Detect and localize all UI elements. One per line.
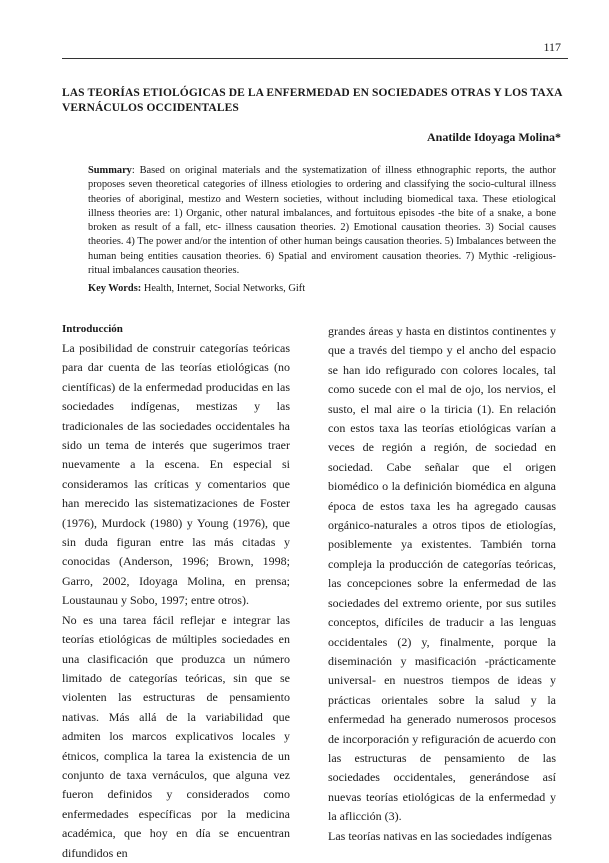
body-paragraph: No es una tarea fácil reflejar e integrar las teorías etiológicas de múltiples sociedades en una clasificación que produzca un número limitado de categorías teóricas, sin que se violenten las estructuras de pensamiento nativas. Más allá de la variabilidad que admiten los marcos explicativos locales y étnicos, complica la tarea la existencia de un conjunto de taxa vernáculos, que alguna vez fueron definidos y considerados como enfermedades específicas por la medicina académica, que hoy en día se encuentran difundidos en: [62, 612, 290, 860]
keywords-label: Key Words:: [88, 283, 142, 294]
body-paragraph: grandes áreas y hasta en distintos continentes y que a través del tiempo y el ancho del espacio se han ido refigurado con colores locales, tal como sucede con el mal de ojo, los nervios, el susto, el mal aire o la tiricia (1). En relación con estos taxa las teorías etiológicas varían a veces de región a región, de sociedad en sociedad. Cabe señalar que el origen biomédico o la definición biomédica en alguna época de estos taxa les ha agregado causas orgánico-naturales a otros tipos de etiologías, posiblemente ya existentes. También torna compleja la producción de categorías teóricas, las concepciones sobre la enfermedad de las sociedades del extremo oriente, por sus sutiles conceptos, difíciles de traducir a las lenguas occidentales (2) y, finalmente, porque la diseminación y masificación -prácticamente universal- en nuestros tiempos de ideas y prácticas orientales sobre la salud y la enfermedad ha generado numerosos procesos de incorporación y refiguración de acuerdo con las estructuras de pensamiento de las sociedades occidentales, generándose así nuevas teorías etiológicas de la enfermedad y la aflicción (3).: [328, 324, 556, 824]
summary-abstract: [88, 164, 556, 278]
body-paragraph: Las teorías nativas en las sociedades indígenas: [328, 828, 552, 843]
article-title: LAS TEORÍAS ETIOLÓGICAS DE LA ENFERMEDAD EN SOCIEDADES OTRAS Y LOS TAXA VERNÁCULOS OCCIDENTALES: [62, 87, 562, 114]
right-column: [328, 322, 556, 846]
page-number: 117: [543, 40, 561, 54]
summary-text: : Based on original materials and the systematization of illness ethnographic reports, the author proposes seven theoretical categories of illness etiologies to ordering and classifying the socio-cultural illness theories of aboriginal, mestizo and Western societies, without including biomedical taxa. These etiological illness theories are: 1) Organic, other natural imbalances, and fortuitous episodes -the bite of a snake, a bone broken as result of a fall, etc- illness causation theories. 2) Emotional causation theories. 3) Social causes theories. 4) The power and/or the intention of other human beings causation theories. 5) Imbalances between the human being entities causation theories. 6) Spatial and enviroment causation theories. 7) Mythic -religious-ritual imbalances causation theories.: [88, 165, 556, 277]
body-paragraph: La posibilidad de construir categorías teóricas para dar cuenta de las teorías etiológicas (no científicas) de la enfermedad producidas en las sociedades indígenas, mestizas y las tradicionales de las sociedades occidentales ha sido un tema de interés que sugerimos traer nuevamente a la escena. En especial si consideramos las críticas y comentarios que han merecido las sistematizaciones de Foster (1976), Murdock (1980) y Young (1976), que sin duda figuran entre las más citadas y conocidas (Anderson, 1996; Brown, 1998; Garro, 2002, Idoyaga Molina, en prensa; Loustaunau y Sobo, 1997; entre otros).: [62, 341, 290, 608]
summary-label: Summary: [88, 165, 132, 176]
section-heading-introduccion: Introducción: [62, 323, 123, 335]
left-column: [62, 320, 290, 863]
author-name: Anatilde Idoyaga Molina*: [426, 130, 561, 144]
header-rule: [62, 58, 568, 59]
keywords-text: Health, Internet, Social Networks, Gift: [141, 283, 306, 294]
keywords: [88, 283, 556, 294]
